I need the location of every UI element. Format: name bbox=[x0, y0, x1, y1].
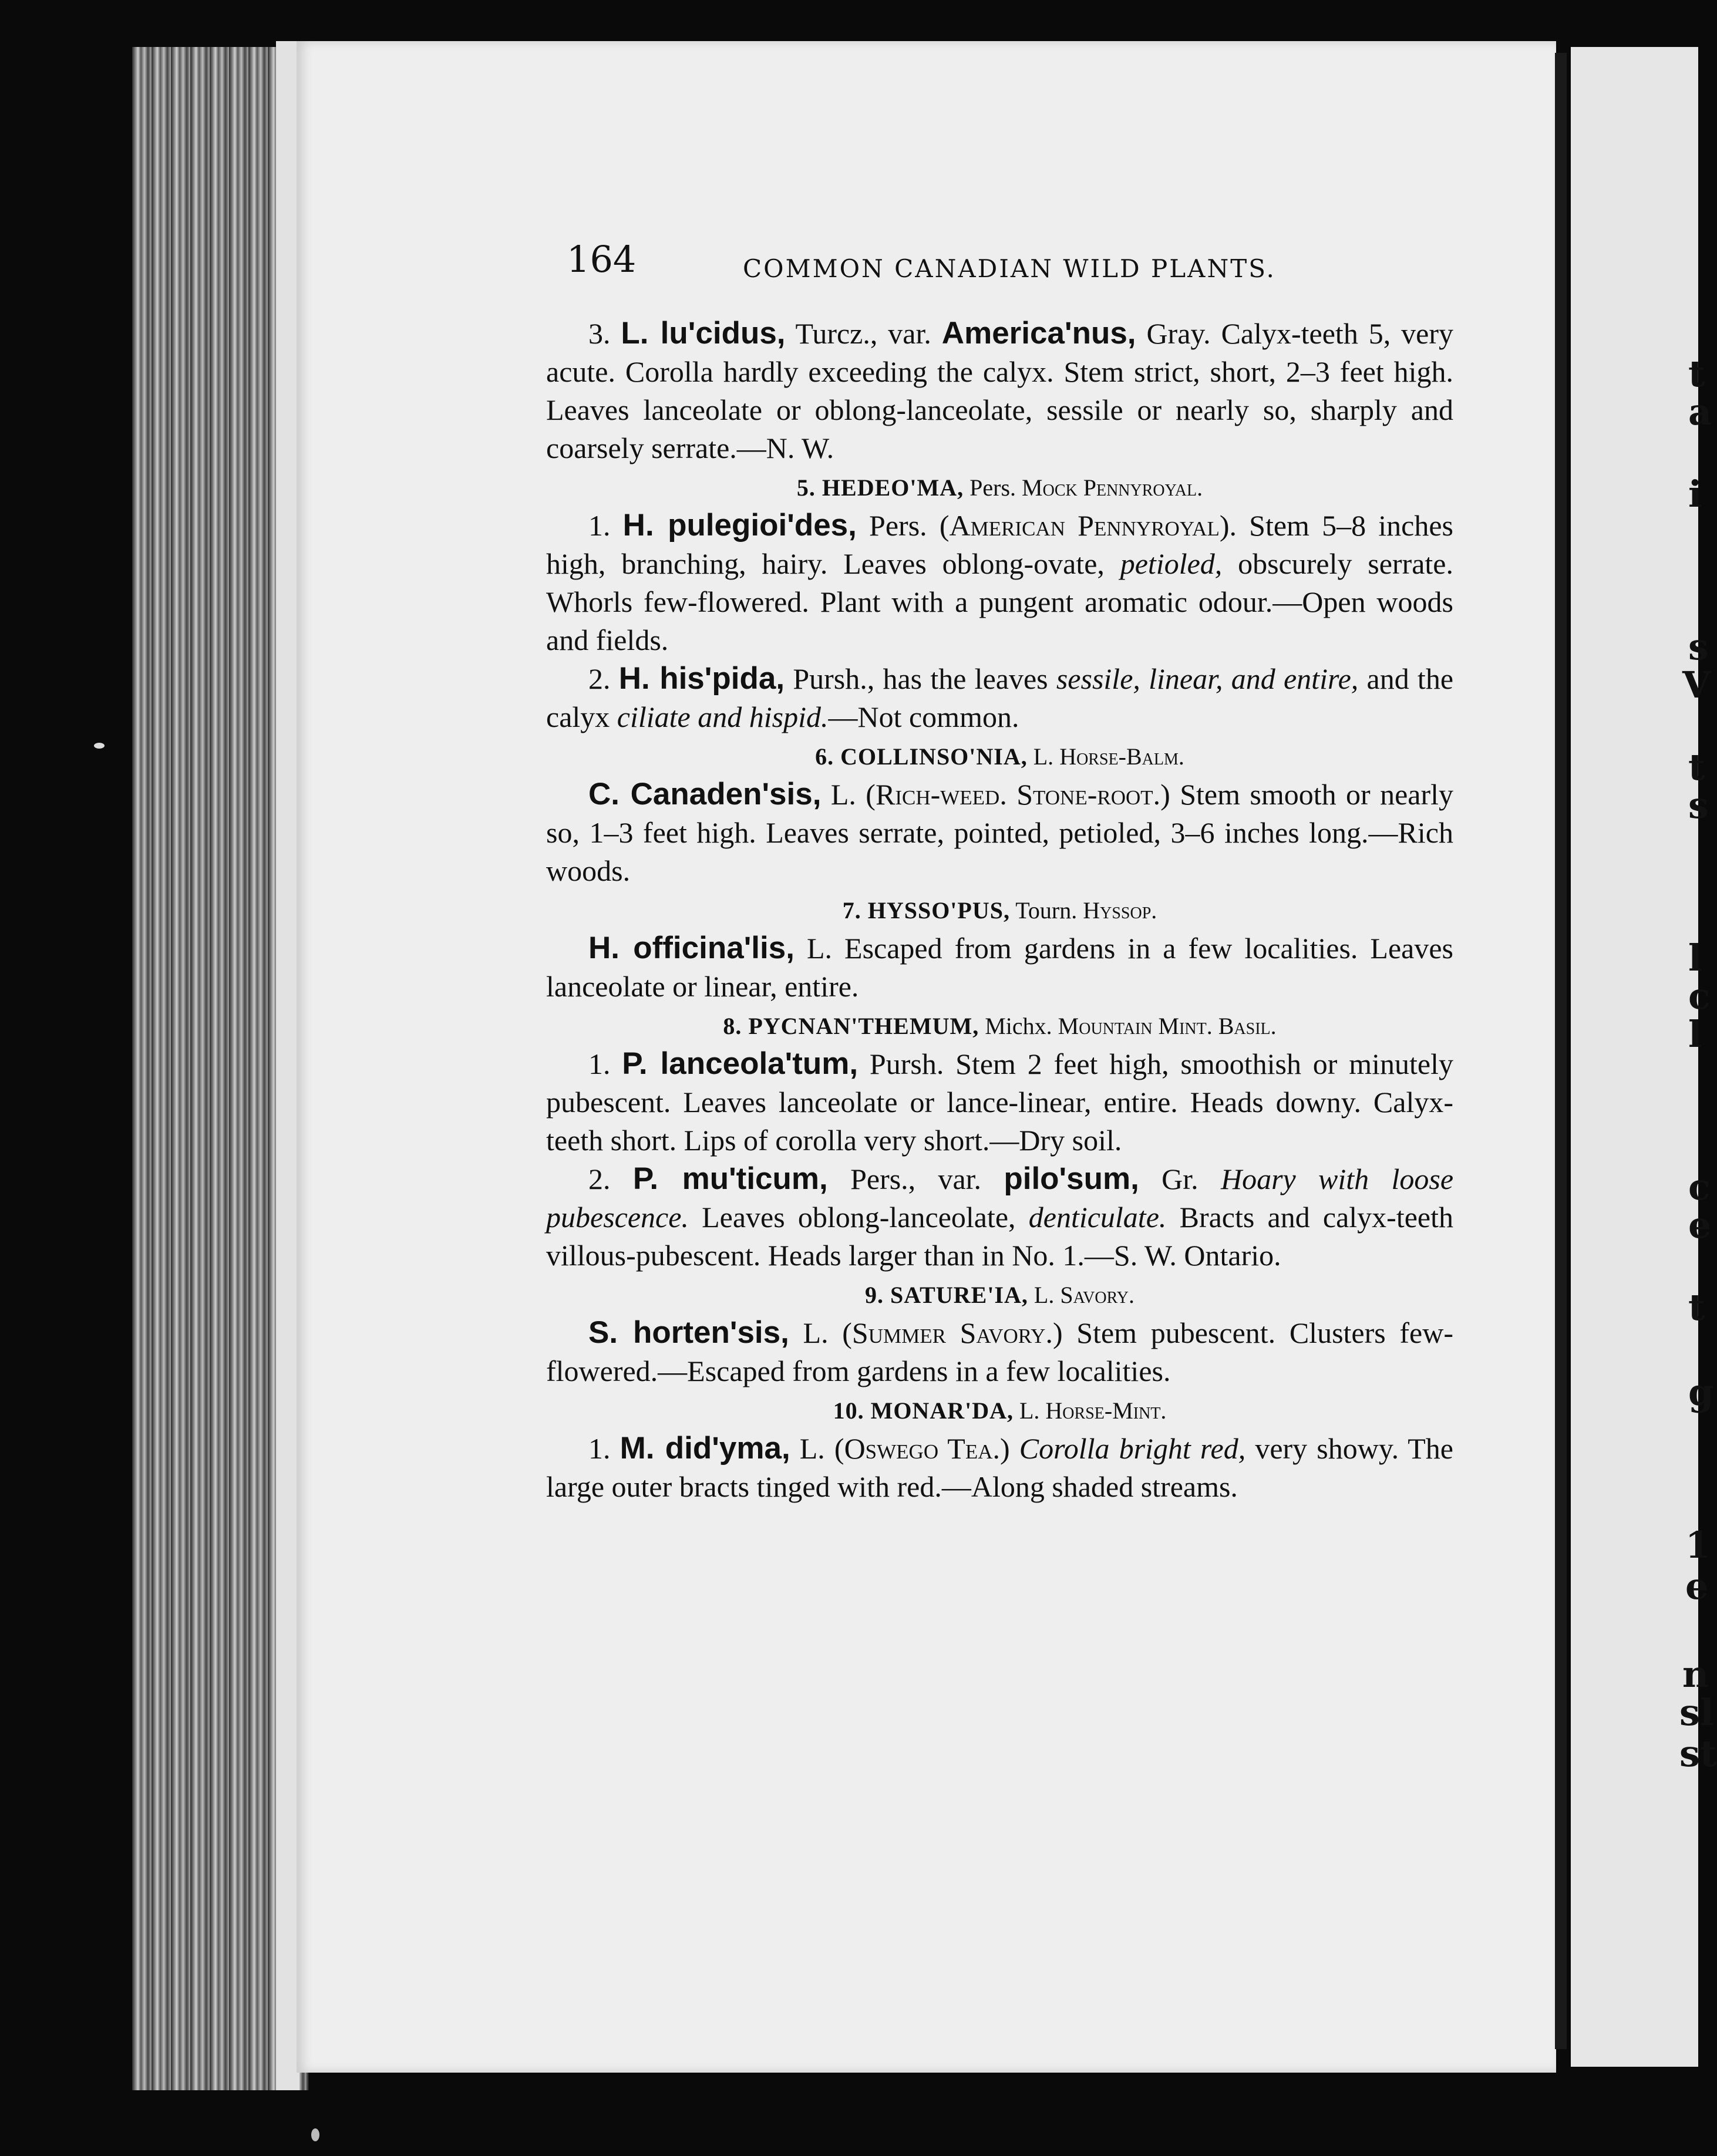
description: Pursh., has the leaves bbox=[785, 662, 1056, 695]
facing-fragment: sl bbox=[1679, 1691, 1714, 1734]
description: L. Escaped from gardens in a few localities. Leaves lanceolate or linear, entire. bbox=[546, 932, 1453, 1003]
facing-fragment: 1 bbox=[1685, 1524, 1711, 1567]
speck bbox=[311, 2128, 319, 2141]
page-fold-shadow bbox=[1555, 53, 1567, 2049]
common-name: Oswego Tea. bbox=[844, 1432, 1000, 1465]
genus-heading bbox=[546, 1006, 1453, 1045]
common-name: Hyssop. bbox=[1083, 897, 1157, 924]
italic-text: Corolla bright red, bbox=[1019, 1432, 1246, 1465]
italic-text: Hoary with loose pubescence. bbox=[546, 1163, 1454, 1234]
speck bbox=[94, 743, 105, 749]
authority: L. ( bbox=[790, 1432, 844, 1465]
common-name: American Pennyroyal bbox=[949, 509, 1220, 542]
authority: Tourn. bbox=[1010, 897, 1083, 924]
genus-name: 5. HEDEO'MA, bbox=[796, 474, 964, 501]
common-name: Savory. bbox=[1060, 1282, 1134, 1308]
facing-fragment: g bbox=[1688, 1371, 1714, 1414]
authority: L. ( bbox=[789, 1316, 852, 1349]
description: and the calyx bbox=[546, 662, 1454, 733]
common-name: Mountain Mint. Basil. bbox=[1058, 1013, 1277, 1039]
species-entry bbox=[546, 775, 1453, 890]
authority: L. bbox=[1027, 743, 1060, 770]
description: obscurely serrate. Whorls few-flowered. Plant with a pungent aromatic odour.—Open woods and fields. bbox=[546, 547, 1453, 656]
entry-number: 1. bbox=[588, 509, 611, 542]
genus-heading bbox=[546, 736, 1453, 775]
species-name: P. lanceola'tum, bbox=[622, 1046, 859, 1081]
authority: Pers., var. bbox=[827, 1163, 1004, 1195]
species-name: P. mu'ticum, bbox=[632, 1161, 828, 1196]
facing-fragment: s bbox=[1688, 625, 1709, 668]
description: very showy. The large outer bracts tinged with red.—Along shaded streams. bbox=[546, 1432, 1453, 1503]
common-name: Mock Pennyroyal. bbox=[1022, 474, 1203, 501]
description: Pursh. Stem 2 feet high, smoothish or minutely pubescent. Leaves lanceolate or lance-linear, entire. Heads downy. Calyx-teeth short. Lips of corolla very short.—Dry soil. bbox=[546, 1047, 1453, 1157]
facing-fragment: a bbox=[1688, 390, 1712, 433]
entry-number: 2. bbox=[588, 1163, 611, 1195]
genus-heading bbox=[546, 890, 1453, 929]
common-name: Horse-Mint. bbox=[1045, 1397, 1167, 1424]
entry-number: 1. bbox=[588, 1432, 611, 1465]
common-name: Summer Savory. bbox=[851, 1316, 1053, 1349]
genus-name: 7. HYSSO'PUS, bbox=[842, 897, 1010, 924]
italic-text: denticulate. bbox=[1028, 1201, 1167, 1234]
authority: L. bbox=[1028, 1282, 1060, 1308]
facing-fragment: e bbox=[1688, 1204, 1712, 1247]
authority: Pers. bbox=[964, 474, 1022, 501]
genus-name: 10. MONAR'DA, bbox=[833, 1397, 1014, 1424]
description: —Not common. bbox=[828, 700, 1019, 733]
description: ). Stem 5–8 inches high, branching, hairy. Leaves oblong-ovate, bbox=[546, 509, 1453, 580]
running-title: COMMON CANADIAN WILD PLANTS. bbox=[743, 254, 1276, 283]
page-gutter bbox=[276, 41, 299, 2090]
variety-name: pilo'sum, bbox=[1004, 1161, 1139, 1196]
species-entry bbox=[546, 506, 1453, 659]
authority: Michx. bbox=[979, 1013, 1058, 1039]
facing-fragment: t bbox=[1688, 1286, 1705, 1329]
page-body bbox=[546, 314, 1453, 1506]
italic-text: sessile, linear, and entire, bbox=[1056, 662, 1359, 695]
species-entry bbox=[546, 1045, 1453, 1160]
description: ) bbox=[1000, 1432, 1019, 1465]
entry-number: 3. bbox=[588, 317, 611, 350]
facing-fragment: t bbox=[1688, 746, 1705, 789]
description: Bracts and calyx-teeth villous-pubescent. Heads larger than in No. 1.—S. W. Ontario. bbox=[546, 1201, 1453, 1272]
species-entry bbox=[546, 929, 1453, 1006]
entry-number: 2. bbox=[588, 662, 611, 695]
species-name: L. lu'cidus, bbox=[621, 316, 786, 351]
facing-fragment: V bbox=[1682, 663, 1711, 706]
facing-fragment: st bbox=[1679, 1732, 1717, 1775]
species-entry bbox=[546, 1160, 1453, 1275]
authority: L. bbox=[1013, 1397, 1046, 1424]
running-head bbox=[567, 238, 1471, 308]
species-entry bbox=[546, 314, 1453, 467]
species-name: H. pulegioi'des, bbox=[622, 508, 857, 543]
entry-number: 1. bbox=[588, 1047, 611, 1080]
facing-fragment: l bbox=[1688, 1013, 1702, 1056]
facing-fragment: s bbox=[1688, 784, 1709, 827]
species-entry bbox=[546, 1313, 1453, 1390]
description: Gr. bbox=[1139, 1163, 1221, 1195]
description: ) Stem smooth or nearly so, 1–3 feet high. Leaves serrate, pointed, petioled, 3–6 inches long.—Rich woods. bbox=[546, 778, 1453, 887]
authority: L. ( bbox=[821, 778, 876, 811]
facing-fragment: l bbox=[1688, 936, 1702, 979]
common-name: Rich-weed. Stone-root. bbox=[875, 778, 1161, 811]
genus-name: 6. COLLINSO'NIA, bbox=[815, 743, 1028, 770]
description: ) Stem pubescent. Clusters few-flowered.—Escaped from gardens in a few localities. bbox=[546, 1316, 1453, 1387]
species-entry bbox=[546, 659, 1453, 736]
species-name: C. Canaden'sis, bbox=[588, 777, 822, 811]
common-name: Horse-Balm. bbox=[1059, 743, 1184, 770]
genus-heading bbox=[546, 467, 1453, 506]
species-name: S. horten'sis, bbox=[588, 1315, 789, 1350]
genus-heading bbox=[546, 1275, 1453, 1313]
species-name: H. his'pida, bbox=[618, 661, 785, 696]
variety-name: America'nus, bbox=[941, 316, 1136, 351]
italic-text: petioled, bbox=[1120, 547, 1223, 580]
facing-fragment: n bbox=[1682, 1653, 1709, 1696]
authority: Turcz., var. bbox=[785, 317, 942, 350]
species-name: M. did'yma, bbox=[620, 1431, 790, 1466]
species-name: H. officina'lis, bbox=[588, 931, 794, 965]
facing-fragment: t bbox=[1688, 352, 1705, 395]
facing-fragment: c bbox=[1688, 975, 1711, 1018]
italic-text: ciliate and hispid. bbox=[617, 700, 829, 733]
facing-fragment: i bbox=[1688, 473, 1702, 516]
genus-heading bbox=[546, 1390, 1453, 1429]
description: Gray. Calyx-teeth 5, very acute. Corolla hardly exceeding the calyx. Stem strict, short, 2–3 feet high. Leaves lanceolate or oblong-lanceolate, sessile or nearly so, sharply and coarsely serrate.—N. W. bbox=[546, 317, 1454, 464]
description: Leaves oblong-lanceolate, bbox=[688, 1201, 1029, 1234]
genus-name: 9. SATURE'IA, bbox=[865, 1282, 1028, 1308]
facing-fragment: c bbox=[1688, 1165, 1711, 1208]
species-entry bbox=[546, 1429, 1453, 1506]
page-number: 164 bbox=[567, 238, 637, 281]
facing-fragment: e bbox=[1685, 1565, 1709, 1608]
genus-name: 8. PYCNAN'THEMUM, bbox=[723, 1013, 979, 1039]
authority: Pers. ( bbox=[856, 509, 950, 542]
